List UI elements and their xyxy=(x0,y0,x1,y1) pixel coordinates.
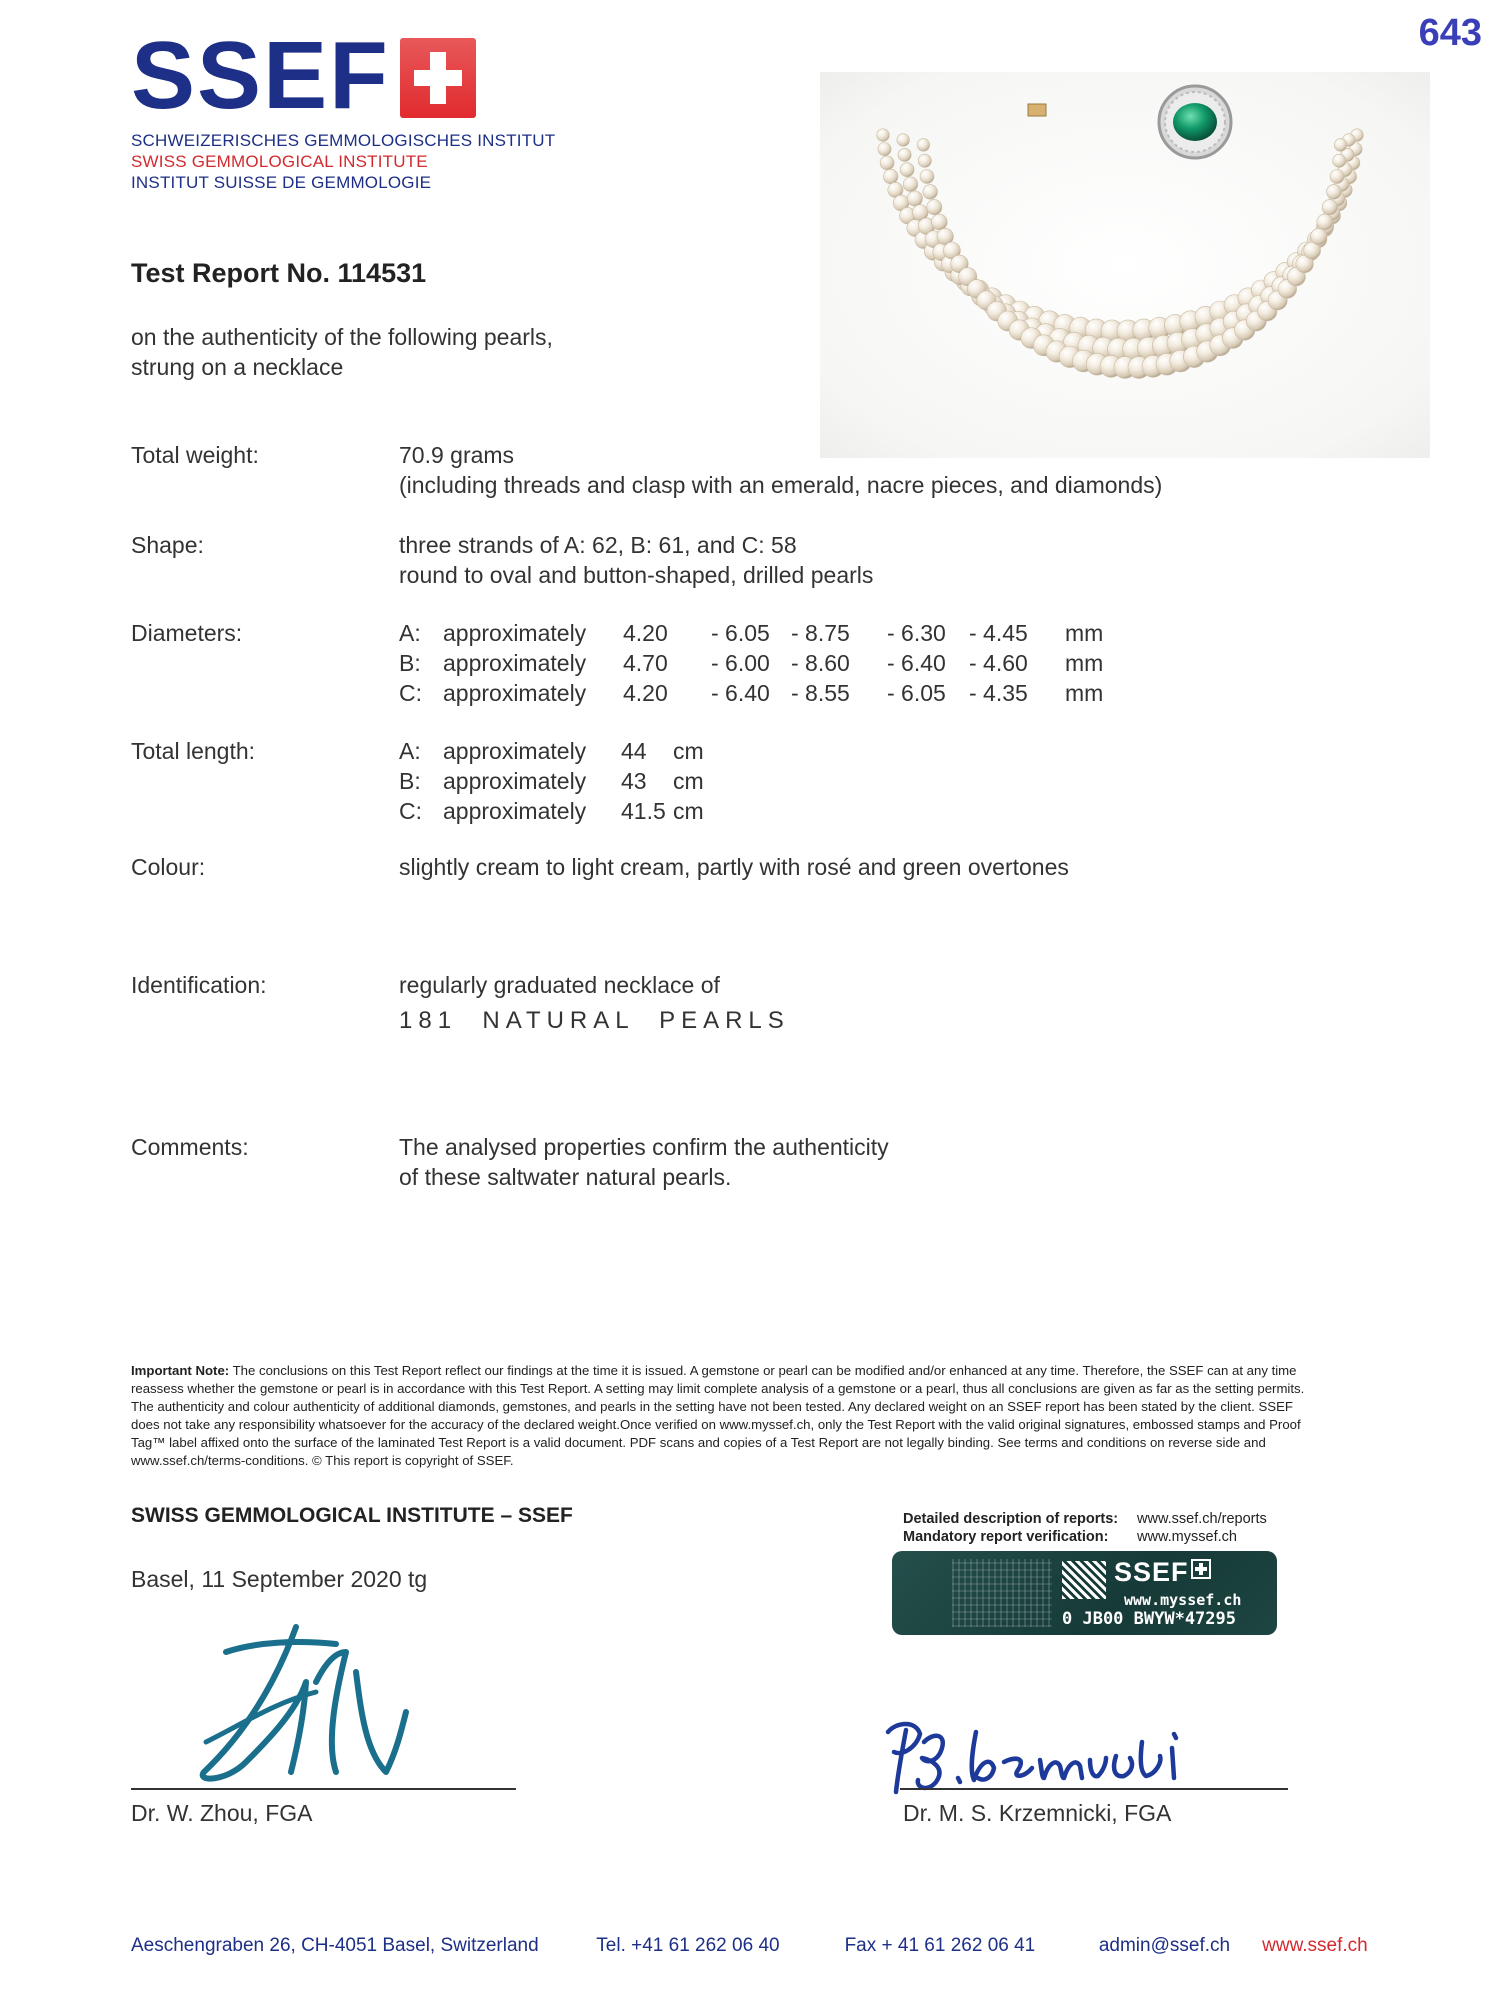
subtitle-line-2: strung on a necklace xyxy=(131,354,344,380)
signer-left: Dr. W. Zhou, FGA xyxy=(131,1800,313,1826)
approx-label: approximately xyxy=(443,650,587,676)
mand-url-link[interactable]: www.myssef.ch xyxy=(1137,1529,1237,1545)
diameter-value: 4.20 xyxy=(623,620,668,646)
diameter-value: - 8.60 xyxy=(791,650,850,676)
field-label: Identification: xyxy=(131,972,267,998)
pearl xyxy=(917,139,930,152)
strand-label: A: xyxy=(399,620,421,646)
pearl-necklace-image xyxy=(820,72,1430,458)
approx-label: approximately xyxy=(443,738,587,764)
strand-label: C: xyxy=(399,798,422,824)
report-title: Test Report No. 114531 xyxy=(131,258,427,288)
diameter-value: - 8.55 xyxy=(791,680,850,706)
pearl xyxy=(877,129,890,142)
pearl xyxy=(1322,200,1337,215)
tag-pattern xyxy=(952,1559,1052,1627)
logo-wordmark xyxy=(131,22,555,129)
approx-label: approximately xyxy=(443,680,587,706)
page-number: 643 xyxy=(1418,12,1482,54)
shape-strands: three strands of A: 62, B: 61, and C: 58 xyxy=(399,532,797,558)
pearl xyxy=(1334,139,1347,152)
footer-website-link[interactable]: www.ssef.ch xyxy=(1262,1935,1368,1956)
pearl xyxy=(927,200,942,215)
pearl xyxy=(903,177,918,192)
diameter-value: - 6.00 xyxy=(711,650,770,676)
tag-code: 0 JB00 BWYW*47295 xyxy=(1062,1609,1236,1629)
weight-value: 70.9 grams xyxy=(399,442,515,468)
note-heading: Important Note: xyxy=(131,1363,230,1378)
pearl xyxy=(1330,170,1344,184)
tag-logo xyxy=(1114,1557,1211,1588)
mand-label: Mandatory report verification: xyxy=(903,1529,1109,1545)
desc-label: Detailed description of reports: xyxy=(903,1511,1119,1527)
logo-line-german: SCHWEIZERISCHES GEMMOLOGISCHES INSTITUT xyxy=(131,131,556,150)
report-subtitle xyxy=(131,322,553,382)
verification-desc-row xyxy=(903,1510,1267,1528)
note-text: The conclusions on this Test Report reflect our findings at the time it is issued. A gemstone or pearl can be modified and/or enhanced at any time. Therefore, the SSEF can at any time reassess whether the gemstone or pearl is in accordance with this Test Report. A setting may limit complete analysis of a gemstone or a pearl, thus all conclusions are given as far as the setting permits. The authenticity and colour authenticity of additional diamonds, gemstones, and pearls in the setting have not been tested. Any declared weight on an SSEF report has been stated by the client. SSEF does not take any responsibility whatsoever for the accuracy of the declared weight.Once verified on www.myssef.ch, only the Test Report with the valid original signatures, embossed stamps and Proof Tag™ label affixed onto the surface of the laminated Test Report is a valid document. PDF scans and copies of a Test Report are not legally binding. See terms and conditions on reverse side and www.ssef.ch/terms-conditions. © This report is copyright of SSEF. xyxy=(131,1363,1305,1468)
pearl xyxy=(1327,185,1342,200)
clasp xyxy=(1028,86,1231,158)
diameter-row-c xyxy=(399,678,1201,708)
footer-address: Aeschengraben 26, CH-4051 Basel, Switzerland xyxy=(131,1935,539,1956)
unit-label: cm xyxy=(673,798,704,824)
diameter-value: - 8.75 xyxy=(791,620,850,646)
pearl xyxy=(883,169,898,184)
logo-institute-names xyxy=(131,130,555,193)
pearl xyxy=(1311,228,1327,244)
field-value xyxy=(399,970,790,1036)
pearl xyxy=(923,185,938,200)
identification-description: regularly graduated necklace of xyxy=(399,972,720,998)
desc-url-link[interactable]: www.ssef.ch/reports xyxy=(1137,1511,1267,1527)
diameter-value: 4.70 xyxy=(623,650,668,676)
verification-info xyxy=(903,1510,1267,1546)
pearl xyxy=(878,143,891,156)
diameter-value: - 6.40 xyxy=(887,650,946,676)
field-label: Total weight: xyxy=(131,442,259,468)
length-value: 41.5 xyxy=(621,798,666,824)
approx-label: approximately xyxy=(443,620,587,646)
comments-line-1: The analysed properties confirm the authenticity xyxy=(399,1134,889,1160)
length-row-a xyxy=(399,736,733,766)
length-row-c xyxy=(399,796,733,826)
institute-name: SWISS GEMMOLOGICAL INSTITUTE – SSEF xyxy=(131,1504,573,1527)
logo-line-english: SWISS GEMMOLOGICAL INSTITUTE xyxy=(131,152,428,171)
diameter-value: - 4.45 xyxy=(969,620,1028,646)
diameter-value: - 6.30 xyxy=(887,620,946,646)
diameter-value: - 4.60 xyxy=(969,650,1028,676)
verification-mand-row xyxy=(903,1528,1267,1546)
field-label: Shape: xyxy=(131,532,204,558)
identification-result: 181 NATURAL PEARLS xyxy=(399,1007,790,1034)
diameter-value: 4.20 xyxy=(623,680,668,706)
pearl xyxy=(900,163,914,177)
field-value xyxy=(399,736,733,826)
place-date: Basel, 11 September 2020 tg xyxy=(131,1566,428,1592)
qr-code-icon xyxy=(1062,1561,1106,1599)
diameter-value: - 6.05 xyxy=(887,680,946,706)
shape-description: round to oval and button-shaped, drilled pearls xyxy=(399,562,874,588)
field-label: Comments: xyxy=(131,1134,249,1160)
field-label: Total length: xyxy=(131,738,256,764)
unit-label: mm xyxy=(1065,680,1104,706)
pearl xyxy=(880,156,894,170)
strand-label: A: xyxy=(399,738,421,764)
diameter-value: - 6.40 xyxy=(711,680,770,706)
signature-line-left xyxy=(131,1788,516,1790)
field-value xyxy=(399,1132,889,1192)
diameter-row-a xyxy=(399,618,1201,648)
colour-value: slightly cream to light cream, partly with rosé and green overtones xyxy=(399,854,1069,880)
pearl xyxy=(920,170,934,184)
pearl xyxy=(918,154,931,167)
unit-label: cm xyxy=(673,768,704,794)
strand-label: C: xyxy=(399,680,422,706)
ssef-logo xyxy=(131,22,556,193)
logo-line-french: INSTITUT SUISSE DE GEMMOLOGIE xyxy=(131,173,432,192)
pearl xyxy=(1333,154,1346,167)
necklace-photo xyxy=(820,72,1430,458)
diameter-value: - 6.05 xyxy=(711,620,770,646)
proof-tag-label xyxy=(892,1551,1277,1635)
footer-fax: Fax + 41 61 262 06 41 xyxy=(844,1935,1036,1956)
pearl-strands xyxy=(877,129,1364,379)
subtitle-line-1: on the authenticity of the following pearls, xyxy=(131,324,553,350)
swiss-cross-icon xyxy=(400,38,476,118)
pearl xyxy=(931,214,947,230)
unit-label: mm xyxy=(1065,620,1104,646)
tag-url: www.myssef.ch xyxy=(1124,1591,1242,1609)
tag-logo-text: SSEF xyxy=(1114,1557,1189,1587)
field-value xyxy=(399,440,1162,500)
pearl xyxy=(907,191,922,206)
strand-label: B: xyxy=(399,768,421,794)
field-value xyxy=(399,530,873,590)
length-row-b xyxy=(399,766,733,796)
diameter-value: - 4.35 xyxy=(969,680,1028,706)
footer-tel: Tel. +41 61 262 06 40 xyxy=(596,1935,780,1956)
weight-detail: (including threads and clasp with an emerald, nacre pieces, and diamonds) xyxy=(399,472,1163,498)
pearl xyxy=(1317,214,1333,230)
field-value xyxy=(399,618,1201,708)
unit-label: cm xyxy=(673,738,704,764)
pearl xyxy=(898,148,911,161)
field-label: Colour: xyxy=(131,854,206,880)
approx-label: approximately xyxy=(443,798,587,824)
field-label: Diameters: xyxy=(131,620,243,646)
signer-right: Dr. M. S. Krzemnicki, FGA xyxy=(903,1800,1172,1826)
footer-email-link[interactable]: admin@ssef.ch xyxy=(1098,1935,1231,1956)
length-value: 44 xyxy=(621,738,647,764)
important-note xyxy=(131,1362,1321,1470)
signature-zhou xyxy=(186,1622,426,1792)
strand-label: B: xyxy=(399,650,421,676)
comments-line-2: of these saltwater natural pearls. xyxy=(399,1164,732,1190)
approx-label: approximately xyxy=(443,768,587,794)
unit-label: mm xyxy=(1065,650,1104,676)
signature-line-right xyxy=(900,1788,1288,1790)
swiss-cross-icon xyxy=(1191,1559,1211,1579)
length-value: 43 xyxy=(621,768,647,794)
diameter-row-b xyxy=(399,648,1201,678)
logo-text: SSEF xyxy=(131,22,390,129)
pearl xyxy=(897,134,910,147)
footer xyxy=(131,1935,1368,1957)
